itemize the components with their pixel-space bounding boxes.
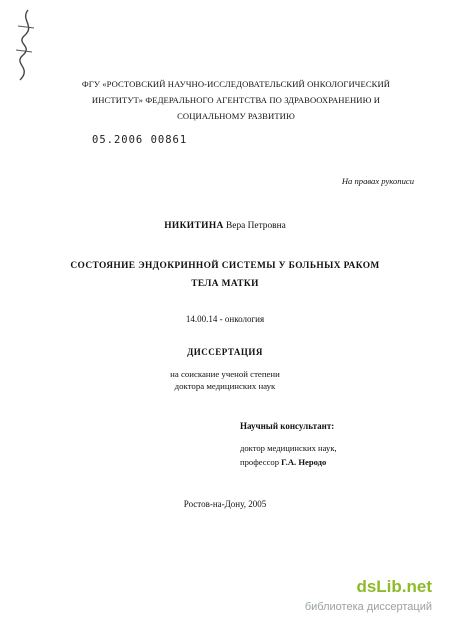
title-line-1: СОСТОЯНИЕ ЭНДОКРИННОЙ СИСТЕМЫ У БОЛЬНЫХ РАКОМ [70,261,380,271]
place-year: Ростов-на-Дону, 2005 [183,499,267,509]
author-surname: НИКИТИНА [164,221,224,231]
author-given-name: Вера Петровна [226,221,286,231]
degree-line-2: доктора медицинских наук [174,381,276,391]
institution-line-1: ФГУ «РОСТОВСКИЙ НАУЧНО-ИССЛЕДОВАТЕЛЬСКИЙ ОНКОЛОГИЧЕСКИЙ [81,79,391,89]
dissertation-title [0,257,450,293]
institution-line-3: СОЦИАЛЬНОМУ РАЗВИТИЮ [177,111,295,121]
document-type: ДИССЕРТАЦИЯ [187,347,263,357]
title-line-2: ТЕЛА МАТКИ [191,279,259,289]
degree-line-1: на соискание ученой степени [170,369,280,379]
rights-note: На правах рукописи [341,176,414,186]
consultant-line-1: доктор медицинских наук, [240,443,337,453]
registration-stamp: 05.2006 00861 [92,134,188,146]
consultant-details [240,441,337,469]
author-name [0,221,450,231]
consultant-line-2 [240,455,337,469]
consultant-name: Г.А. Неродо [281,457,327,467]
watermark-logo: dsLib.net [356,577,432,596]
consultant-label: Научный консультант: [240,421,335,431]
watermark-subtitle: библиотека диссертаций [304,601,432,613]
specialty: 14.00.14 - онкология [185,314,265,324]
consultant-title: профессор [240,457,280,467]
institution-line-2: ИНСТИТУТ» ФЕДЕРАЛЬНОГО АГЕНТСТВА ПО ЗДРАВООХРАНЕНИЮ И [91,95,381,105]
signature-mark [6,6,46,86]
degree-statement [0,368,450,392]
